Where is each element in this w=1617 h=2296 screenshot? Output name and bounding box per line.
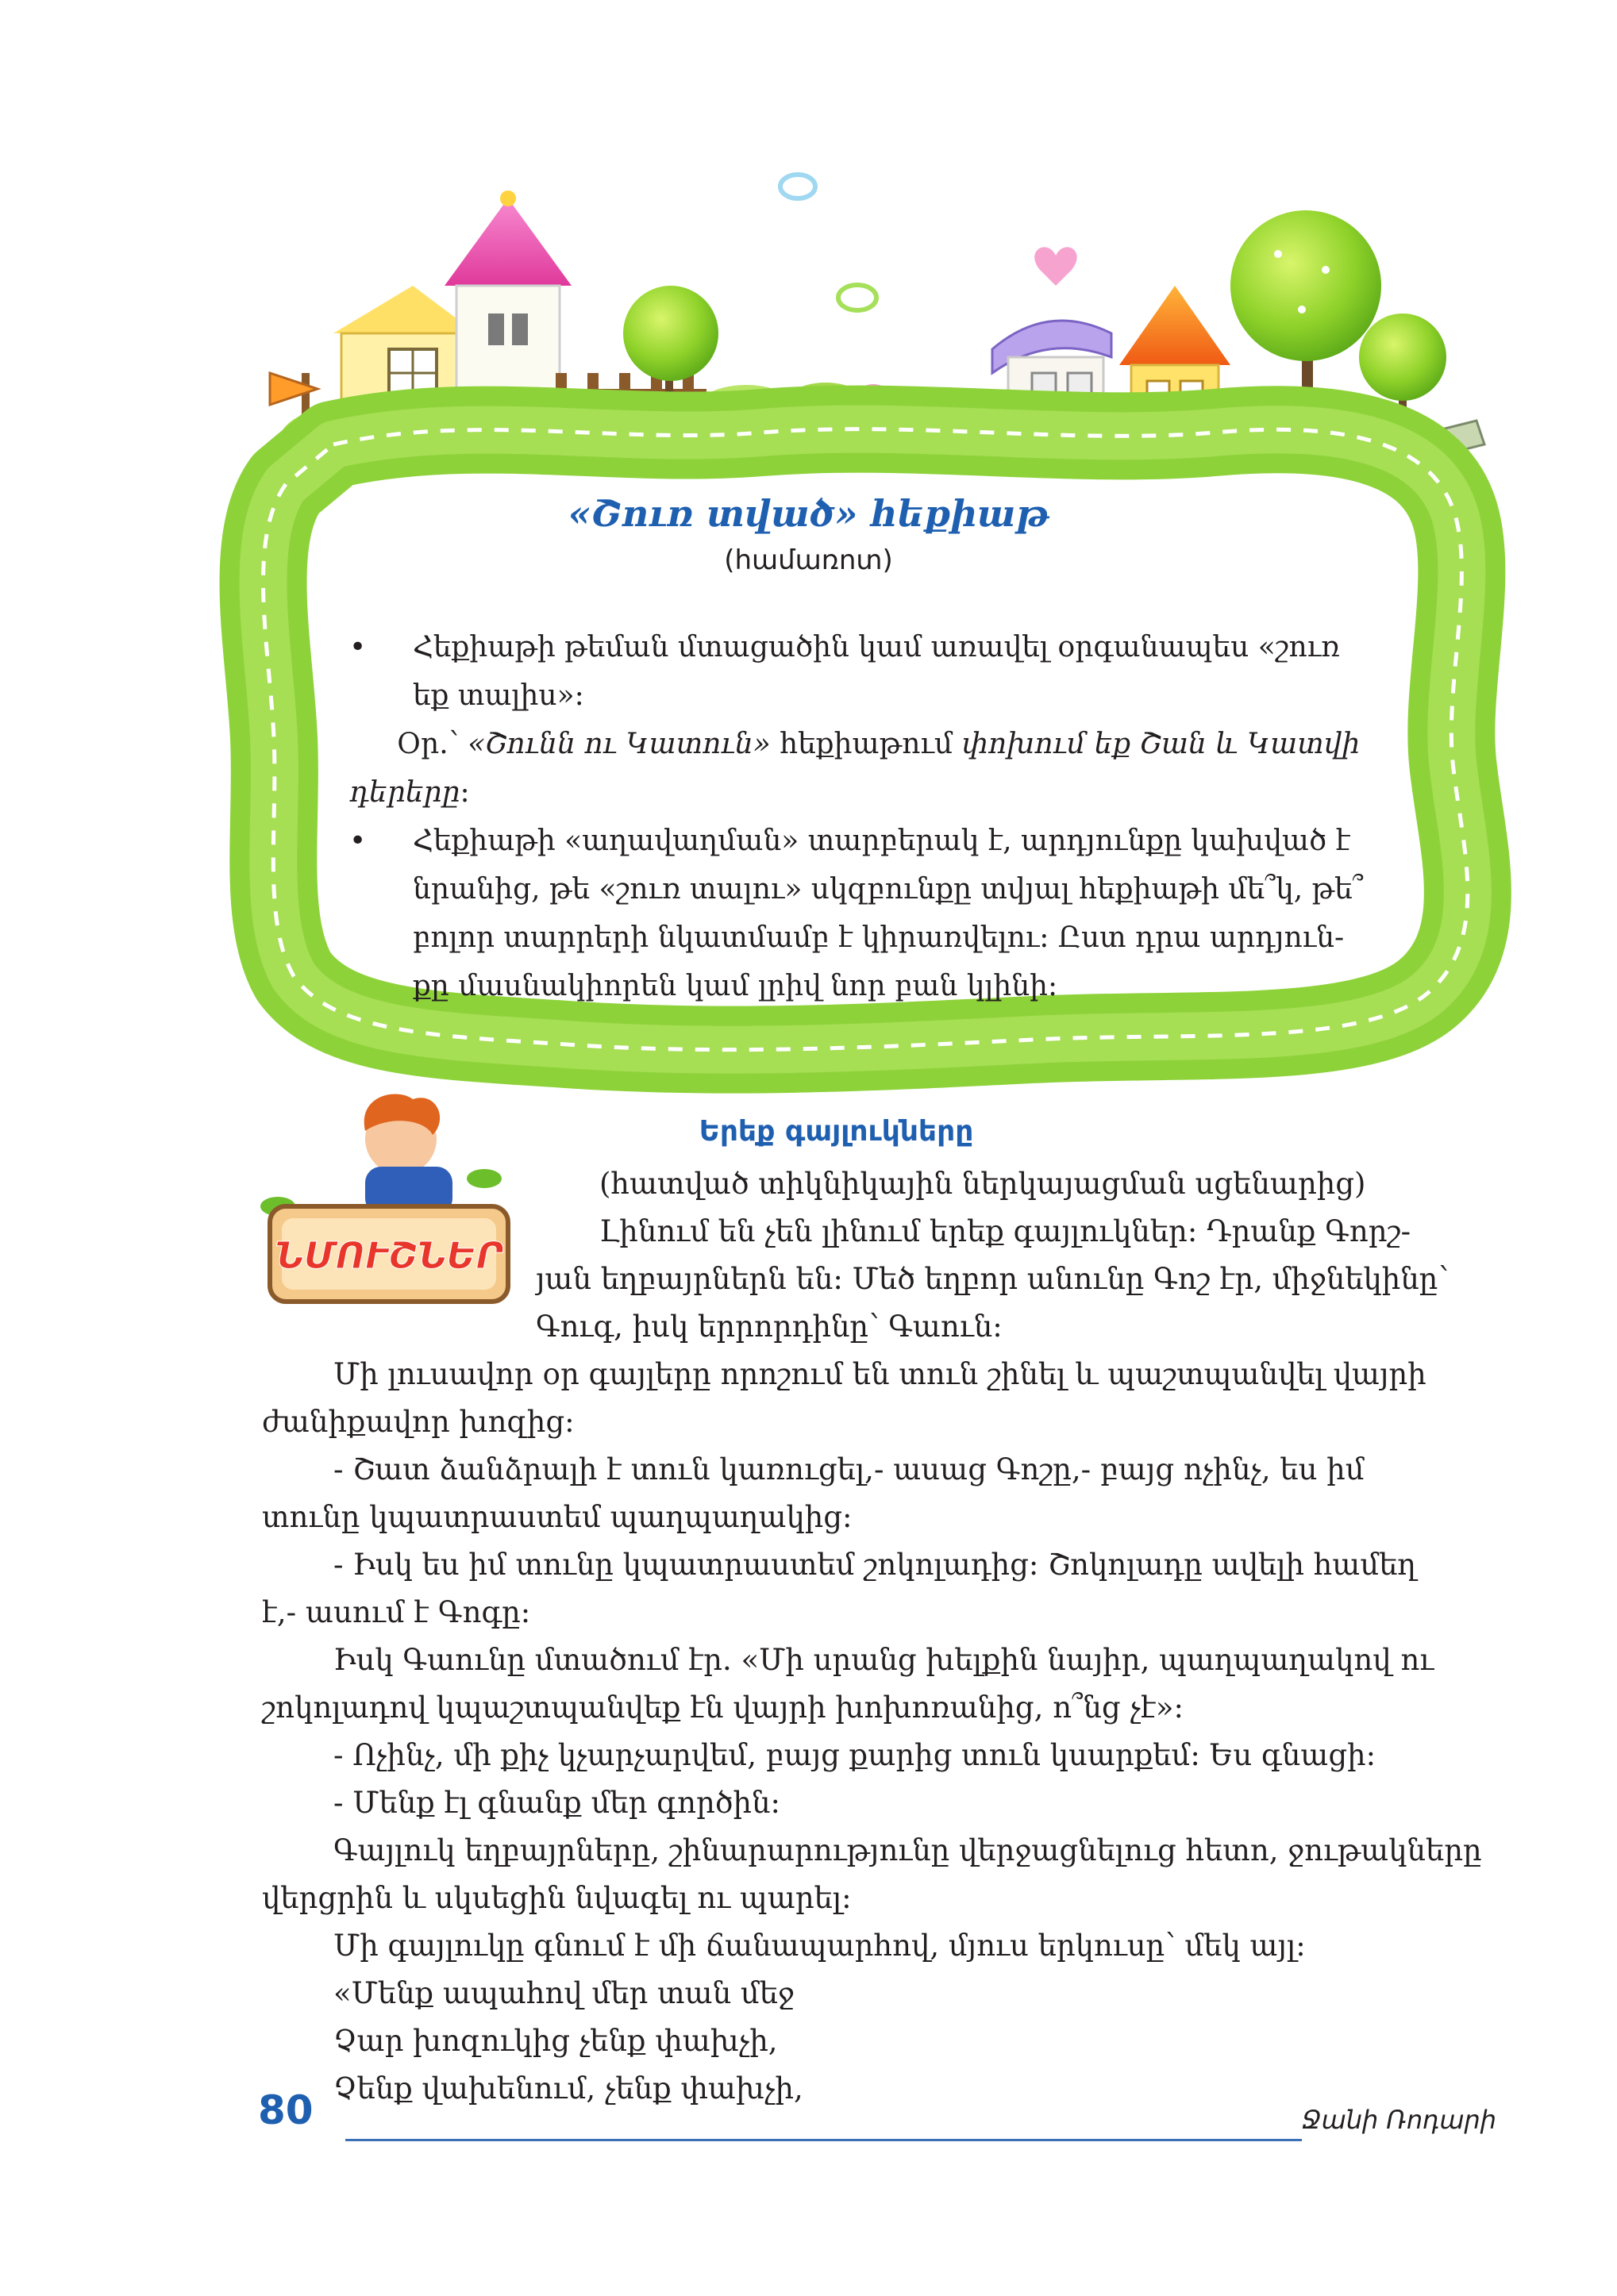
bullet-1-line-1: Հեքիաթի թեման մտացածին կամ առավել օրգանապես «շուռ xyxy=(413,631,1340,663)
bullet-1 xyxy=(349,623,1397,720)
story-line: շոկոլադով կպաշտպանվեք էն վայրի խոխոռանից, ո՞նց չէ»: xyxy=(262,1690,1184,1725)
example-italic: փոխում եք Շան և Կատվի xyxy=(961,728,1361,760)
bullet-2-line-2: նրանից, թե «շուռ տալու» սկզբունքը տվյալ հեքիաթի մե՞կ, թե՞ xyxy=(413,873,1364,906)
example xyxy=(349,720,1397,817)
story-line: Մի լուսավոր օր գայլերը որոշում են տուն շինել և պաշտպանվել վայրի xyxy=(333,1357,1426,1391)
example-title: «Շունն ու Կատուն» xyxy=(468,728,771,760)
bullet-symbol: • xyxy=(349,825,367,857)
story-subtitle: (հատված տիկնիկային ներկայացման սցենարից) xyxy=(599,1167,1366,1201)
story-line: - Ոչինչ, մի քիչ կչարչարվեմ, բայց քարից տուն կսարքեմ: Ես գնացի: xyxy=(333,1738,1376,1772)
leaf-right-icon xyxy=(467,1169,502,1188)
story-line: յան եղբայրներն են: Մեծ եղբոր անունը Գոշ էր, միջնեկինը՝ xyxy=(536,1262,1449,1296)
heart-icon xyxy=(1034,247,1076,286)
story-line: Լինում են չեն լինում երեք գայլուկներ: Դրանք Գորշ- xyxy=(599,1214,1411,1248)
story-line: «Մենք ապահով մեր տան մեջ xyxy=(333,1976,795,2010)
story-line: է,- ասում է Գոգը: xyxy=(262,1595,531,1629)
example-line-2: դերերը: xyxy=(349,776,470,809)
bullet-1-line-2: եք տալիս»: xyxy=(413,679,584,712)
story-line: Իսկ Գաունը մտածում էր. «Մի սրանց խելքին նայիր, պաղպաղակով ու xyxy=(333,1643,1434,1677)
story-title: Երեք գայլուկները xyxy=(699,1115,974,1148)
story-line: - Շատ ձանձրալի է տուն կառուցել,- ասաց Գոշը,- բայց ոչինչ, ես իմ xyxy=(333,1452,1365,1486)
story-line: ժանիքավոր խոզից: xyxy=(262,1405,575,1439)
bullet-2-line-1: Հեքիաթի «աղավաղման» տարբերակ է, արդյունքը կախված է xyxy=(413,825,1350,857)
footer-divider xyxy=(345,2139,1302,2141)
story-line: - Իսկ ես իմ տունը կպատրաստեմ շոկոլադից: Շոկոլադը ավելի համեղ xyxy=(333,1548,1416,1582)
sign-text: ՆՄՈՒՇՆԵՐ xyxy=(275,1234,503,1277)
footer-author: Ջանի Ռոդարի xyxy=(1302,2105,1497,2135)
bullet-2-line-4: քը մասնակիորեն կամ լրիվ նոր բան կլինի: xyxy=(413,970,1058,1002)
bullet-symbol: • xyxy=(349,631,367,663)
box-title: «Շուռ տված» հեքիաթ xyxy=(568,492,1049,535)
story-line: Գայլուկ եղբայրները, շինարարությունը վերջացնելուց հետո, ջութակները xyxy=(333,1833,1482,1867)
story-line: Չենք վախենում, չենք փախչի, xyxy=(333,2071,803,2106)
story-line: - Մենք էլ գնանք մեր գործին: xyxy=(333,1786,780,1820)
story-line: տունը կպատրաստեմ պաղպաղակից: xyxy=(262,1500,853,1534)
example-line-1 xyxy=(349,720,1397,768)
bullet-2 xyxy=(349,817,1413,1010)
story-line: Չար խոզուկից չենք փախչի, xyxy=(333,2024,778,2058)
example-prefix: Օր.՝ xyxy=(397,728,468,760)
story-line: Գուգ, իսկ երրորդինը՝ Գաուն: xyxy=(536,1310,1003,1344)
box-subtitle: (համառոտ) xyxy=(724,544,893,576)
page-number: 80 xyxy=(258,2087,314,2133)
bullet-2-line-3: բոլոր տարրերի նկատմամբ է կիրառվելու: Ըստ դրա արդյուն- xyxy=(413,921,1345,954)
story-line: Մի գայլուկը գնում է մի ճանապարհով, մյուս երկուսը՝ մեկ այլ: xyxy=(333,1929,1306,1963)
example-mid: հեքիաթում xyxy=(770,728,962,760)
story-line: վերցրին և սկսեցին նվագել ու պարել: xyxy=(262,1881,852,1915)
